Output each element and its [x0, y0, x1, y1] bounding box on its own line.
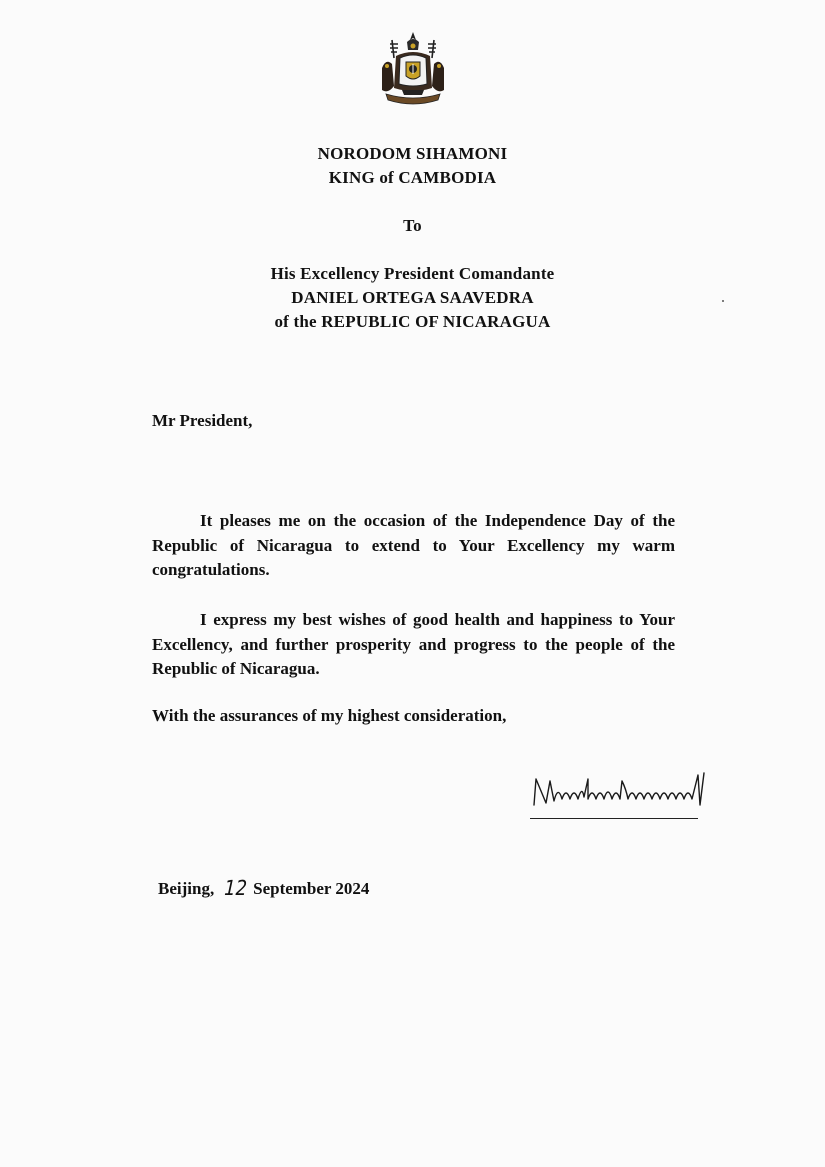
sender-title: KING of CAMBODIA — [328, 168, 497, 187]
dateline-day: 12 — [221, 876, 250, 901]
royal-coat-of-arms-icon — [372, 28, 454, 110]
to-label: To — [403, 216, 422, 235]
body-paragraph-1: It pleases me on the occasion of the Independence Day of the Republic of Nicaragua to extend to Your Excellency my warm congratulations. — [152, 511, 675, 579]
scan-speck — [722, 300, 724, 302]
dateline-place: Beijing, — [158, 879, 215, 898]
sender-name: NORODOM SIHAMONI — [317, 144, 508, 163]
dateline — [158, 878, 369, 899]
closing-line: With the assurances of my highest consideration, — [152, 706, 507, 725]
addressee-line-2: DANIEL ORTEGA SAAVEDRA — [291, 288, 534, 307]
body-paragraph-2: I express my best wishes of good health and happiness to Your Excellency, and further prosperity and progress to the people of the Republic of Nicaragua. — [152, 610, 675, 678]
addressee-line-3: of the REPUBLIC OF NICARAGUA — [274, 312, 551, 331]
addressee-line-1: His Excellency President Comandante — [270, 264, 555, 283]
dateline-month-year: September 2024 — [253, 879, 370, 898]
salutation: Mr President, — [152, 411, 253, 430]
handwritten-signature — [528, 765, 718, 825]
signature-underline — [530, 818, 698, 819]
